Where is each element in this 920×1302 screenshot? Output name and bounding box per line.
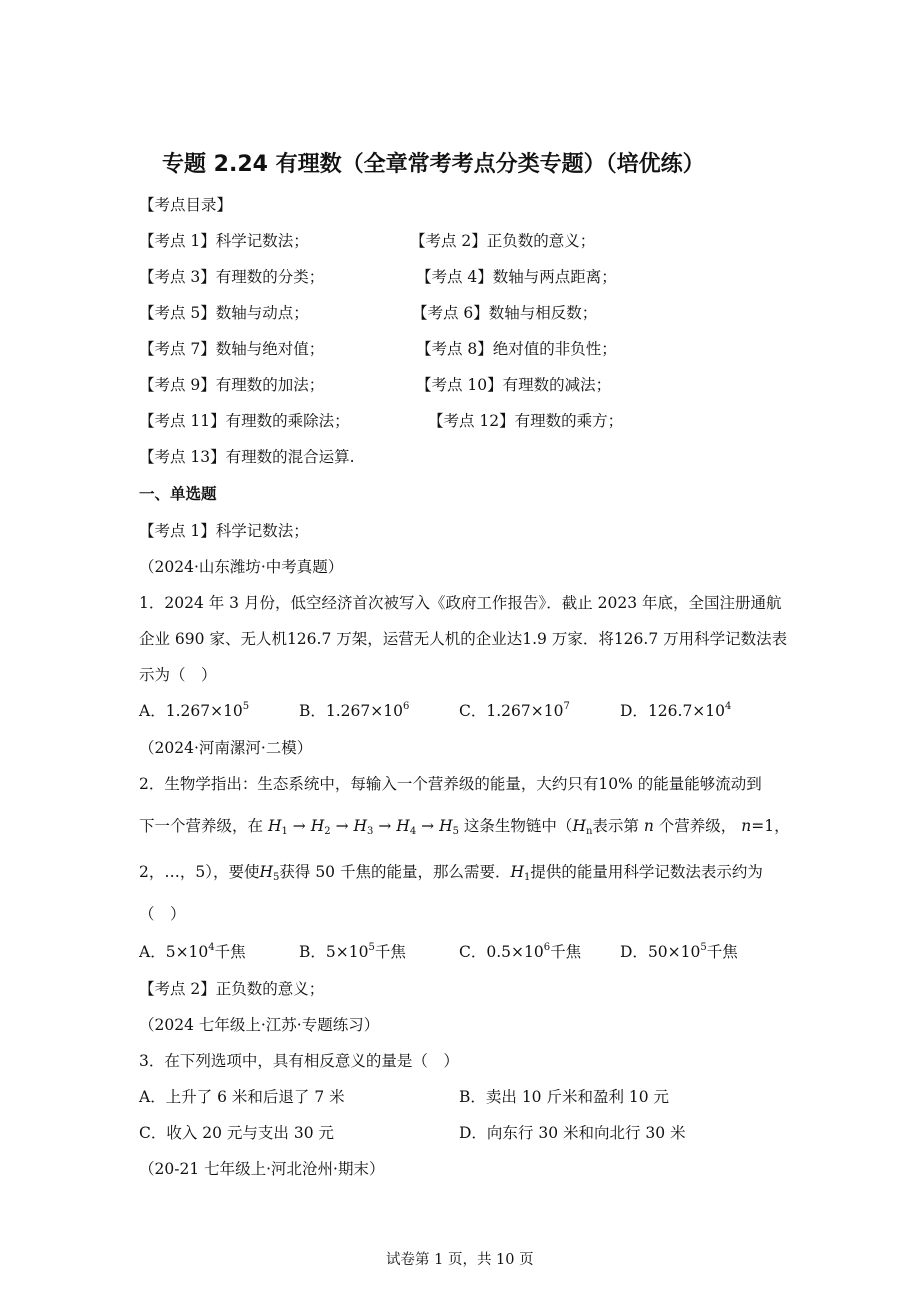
- option-c: C．$0.5\times 10^6$千焦: [459, 942, 582, 961]
- toc-item: 【考点 11】有理数的乘除法；: [139, 412, 350, 430]
- question-text: 2．生物学指出：生态系统中，每输入一个营养级的能量，大约只有10% 的能量能够流动到: [139, 775, 762, 793]
- option-d: D．$126.7\times 10^4$: [620, 701, 732, 720]
- option-a: A．$5\times 10^4$千焦: [139, 942, 246, 961]
- option-a: A．上升了 6 米和后退了 7 米: [139, 1088, 345, 1106]
- toc-item: 【考点 8】绝对值的非负性；: [416, 340, 617, 358]
- toc-item: 【考点 13】有理数的混合运算.: [139, 448, 355, 466]
- page-footer: 试卷第 1 页，共 10 页: [386, 1252, 534, 1268]
- toc-heading: 【考点目录】: [139, 196, 233, 214]
- option-b: B．卖出 10 斤米和盈利 10 元: [459, 1088, 670, 1106]
- question-text: 1．2024 年 3 月份，低空经济首次被写入《政府工作报告》．截止 2023 年底，全国注册通航: [139, 594, 782, 612]
- toc-item: 【考点 12】有理数的乘方；: [428, 412, 624, 430]
- option-b: B．$5\times 10^5$千焦: [299, 942, 406, 961]
- question-text: 示为（ ）: [139, 666, 217, 684]
- question-text: 企业 690 家、无人机126.7 万架，运营无人机的企业达1.9 万家．将126.7 万用科学记数法表: [139, 630, 788, 648]
- question-text: 2，…，5），要使$H_5$获得 50 千焦的能量，那么需要．$H_1$提供的能量用科学记数法表示约为: [139, 863, 763, 883]
- toc-item: 【考点 3】有理数的分类；: [139, 268, 325, 286]
- kp-heading: 【考点 2】正负数的意义；: [139, 980, 325, 998]
- option-d: D．向东行 30 米和向北行 30 米: [459, 1124, 686, 1142]
- question-text: 3．在下列选项中，具有相反意义的量是（ ）: [139, 1052, 459, 1070]
- option-a: A．$1.267\times 10^5$: [139, 701, 250, 720]
- question-source: （2024·山东潍坊·中考真题）: [139, 558, 344, 576]
- kp-heading: 【考点 1】科学记数法；: [139, 522, 309, 540]
- toc-item: 【考点 10】有理数的减法；: [416, 376, 612, 394]
- toc-item: 【考点 9】有理数的加法；: [139, 376, 325, 394]
- toc-item: 【考点 7】数轴与绝对值；: [139, 340, 325, 358]
- toc-item: 【考点 5】数轴与动点；: [139, 304, 309, 322]
- question-source: （2024 七年级上·江苏·专题练习）: [139, 1016, 380, 1034]
- question-source: （20-21 七年级上·河北沧州·期末）: [139, 1160, 385, 1178]
- toc-item: 【考点 2】正负数的意义；: [410, 232, 596, 250]
- option-d: D．$50\times 10^5$千焦: [620, 942, 738, 961]
- option-b: B．$1.267\times 10^6$: [299, 701, 410, 720]
- option-c: C．$1.267\times 10^7$: [459, 701, 570, 720]
- option-c: C．收入 20 元与支出 30 元: [139, 1124, 335, 1142]
- question-source: （2024·河南漯河·二模）: [139, 739, 313, 757]
- toc-item: 【考点 4】数轴与两点距离；: [416, 268, 617, 286]
- toc-item: 【考点 1】科学记数法；: [139, 232, 309, 250]
- question-text: （ ）: [139, 905, 186, 923]
- food-chain: $H_1 \to H_2 \to H_3 \to H_4 \to H_5$: [267, 817, 459, 837]
- page-title: 专题 2.24 有理数（全章常考考点分类专题）（培优练）: [162, 152, 705, 177]
- question-text: 下一个营养级，在 $H_1 \to H_2 \to H_3 \to H_4 \to H_5$ 这条生物链中（$H_n$表示第 n 个营养级， n=1，: [139, 817, 790, 837]
- section-heading: 一、单选题: [139, 485, 217, 503]
- toc-item: 【考点 6】数轴与相反数；: [412, 304, 598, 322]
